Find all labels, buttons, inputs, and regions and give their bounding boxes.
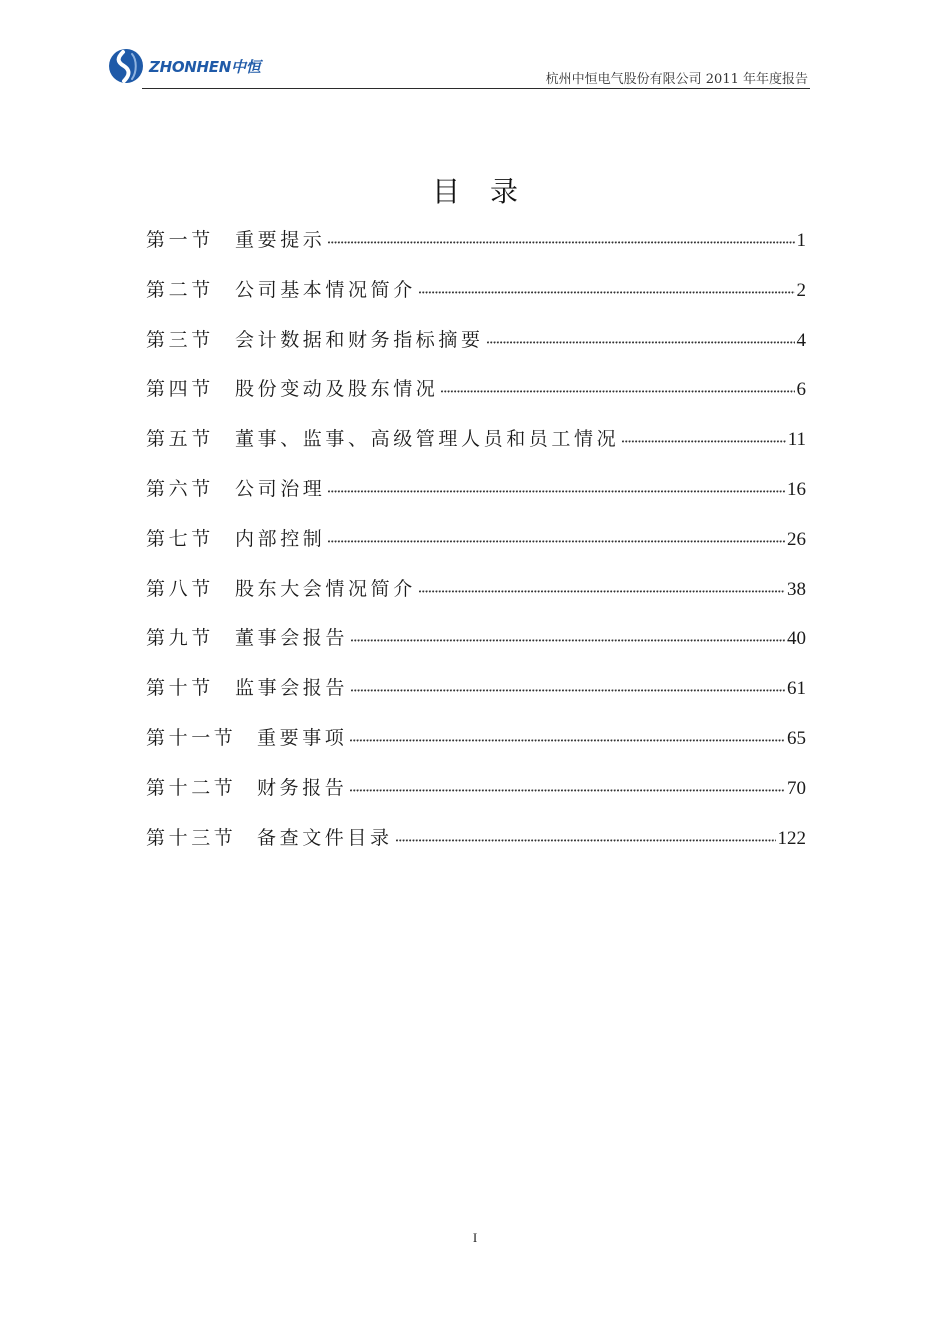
toc-section-number: 第五节 xyxy=(146,428,214,451)
toc-section-number: 第三节 xyxy=(146,328,214,351)
toc-section-name: 备查文件目录 xyxy=(257,826,393,849)
toc-section-name: 内部控制 xyxy=(235,527,326,550)
toc-heading: 目录 xyxy=(431,175,548,208)
toc-entry[interactable] xyxy=(146,574,806,624)
toc-section-number: 第十节 xyxy=(146,677,214,700)
toc-section-name: 财务报告 xyxy=(257,776,348,799)
toc-section-number: 第四节 xyxy=(146,378,214,401)
toc-section-name: 公司治理 xyxy=(235,477,326,500)
toc-leader xyxy=(419,590,785,594)
toc-section-number: 第十二节 xyxy=(146,776,237,799)
report-title: 杭州中恒电气股份有限公司 2011 年年度报告 xyxy=(545,72,808,87)
toc-entry[interactable] xyxy=(146,474,806,524)
company-logo xyxy=(108,48,260,84)
logo-text: ZHONHEN中恒 xyxy=(149,57,261,76)
toc-entry[interactable] xyxy=(146,424,806,474)
toc-page-number: 38 xyxy=(787,578,806,600)
toc-page-number: 122 xyxy=(777,827,806,849)
toc-leader xyxy=(328,241,794,245)
toc-section-name: 监事会报告 xyxy=(235,677,349,700)
toc-leader xyxy=(441,390,794,394)
toc-page-number: 11 xyxy=(787,429,806,451)
toc-section-name: 股份变动及股东情况 xyxy=(235,378,439,401)
header-divider xyxy=(142,88,810,89)
toc-entry[interactable] xyxy=(146,823,806,873)
toc-leader xyxy=(328,540,785,544)
toc-leader xyxy=(419,291,795,295)
toc-leader xyxy=(328,490,785,494)
toc-section-name: 会计数据和财务指标摘要 xyxy=(235,328,484,351)
toc-page-number: 70 xyxy=(787,777,806,799)
toc-entry[interactable] xyxy=(146,623,806,673)
toc-section-number: 第七节 xyxy=(146,527,214,550)
toc-page-number: 4 xyxy=(796,329,806,351)
toc-entry[interactable] xyxy=(146,275,806,325)
toc-page-number: 6 xyxy=(796,379,806,401)
toc-section-name: 董事会报告 xyxy=(235,627,349,650)
toc-leader xyxy=(350,789,785,793)
toc-section-number: 第十三节 xyxy=(146,826,237,849)
toc-entry[interactable] xyxy=(146,723,806,773)
toc-page-number: 26 xyxy=(787,528,806,550)
toc-section-name: 股东大会情况简介 xyxy=(235,577,416,600)
toc-page-number: 65 xyxy=(787,727,806,749)
toc-entry[interactable] xyxy=(146,673,806,723)
page-header xyxy=(108,46,810,90)
toc-leader xyxy=(351,689,785,693)
toc-section-name: 公司基本情况简介 xyxy=(235,278,416,301)
toc-leader xyxy=(622,440,786,444)
toc-entry[interactable] xyxy=(146,773,806,823)
toc-section-name: 重要事项 xyxy=(257,726,348,749)
footer-page-number: I xyxy=(472,1230,478,1245)
toc-page-number: 16 xyxy=(787,478,806,500)
toc-section-number: 第六节 xyxy=(146,477,214,500)
toc-entry[interactable] xyxy=(146,325,806,375)
toc-leader xyxy=(487,341,795,345)
toc-page-number: 2 xyxy=(796,279,806,301)
table-of-contents xyxy=(146,225,806,872)
toc-leader xyxy=(351,639,785,643)
toc-section-number: 第十一节 xyxy=(146,726,237,749)
toc-section-number: 第一节 xyxy=(146,229,214,251)
toc-section-name: 董事、监事、高级管理人员和员工情况 xyxy=(235,428,620,451)
toc-entry[interactable] xyxy=(146,374,806,424)
toc-section-name: 重要提示 xyxy=(235,229,326,251)
toc-page-number: 40 xyxy=(787,628,806,650)
toc-page-number: 1 xyxy=(796,230,806,251)
toc-leader xyxy=(396,839,776,843)
toc-section-number: 第八节 xyxy=(146,577,214,600)
toc-leader xyxy=(350,739,785,743)
toc-section-number: 第二节 xyxy=(146,278,214,301)
toc-section-number: 第九节 xyxy=(146,627,214,650)
toc-entry[interactable] xyxy=(146,225,806,275)
logo-mark-icon xyxy=(108,48,144,84)
toc-page-number: 61 xyxy=(787,678,806,700)
toc-entry[interactable] xyxy=(146,524,806,574)
